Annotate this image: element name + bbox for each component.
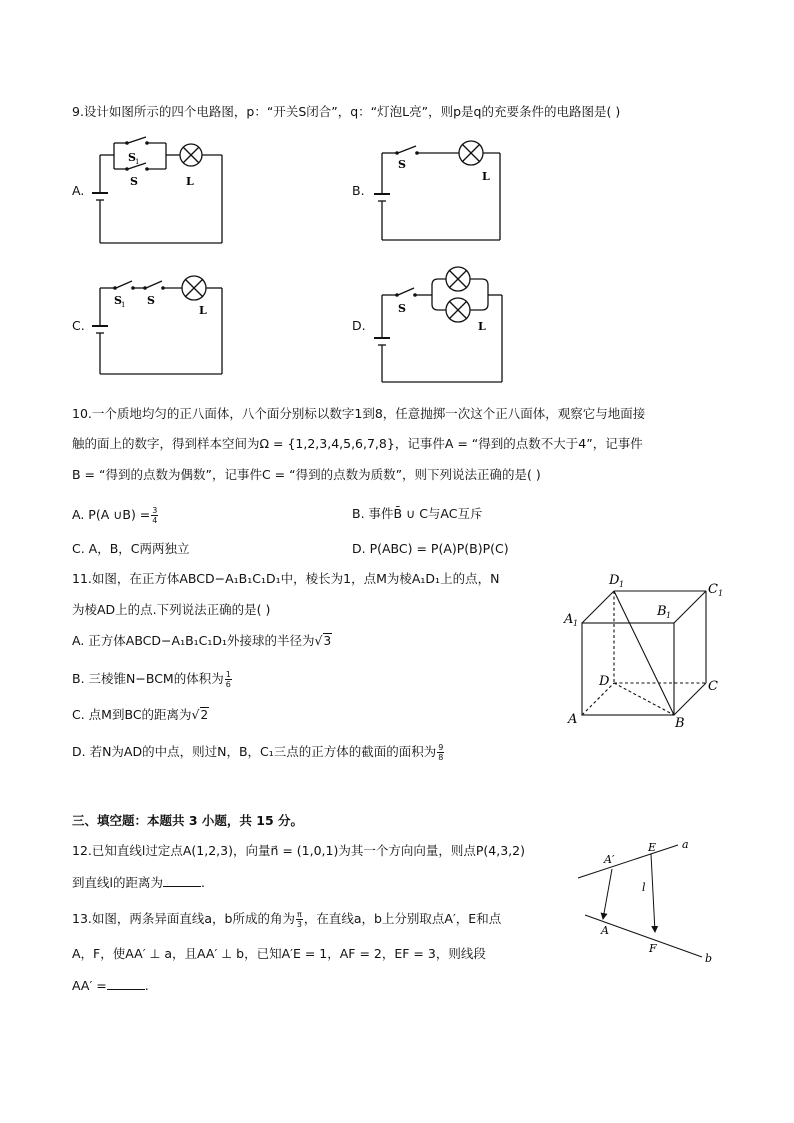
numerator: 1: [225, 670, 231, 679]
circuit-b-diagram: [374, 140, 509, 245]
vertex-d-label: D: [599, 674, 610, 689]
q11-option-b-text: B. 三棱锥N−BCM的体积为: [72, 671, 224, 686]
denominator: 6: [225, 680, 231, 689]
vertex-a1-subscript: 1: [573, 619, 579, 628]
q10-option-a-text: A. P(A ∪B) =: [72, 507, 151, 522]
vertex-c-label: C: [708, 679, 718, 694]
switch-s1-subscript: 1: [135, 158, 140, 166]
q13-line3-text: AA′ =: [72, 978, 107, 993]
numerator: π: [296, 910, 302, 919]
q11-option-d: [72, 743, 445, 762]
q13-line2: A，F，使AA′ ⊥ a，且AA′ ⊥ b，已知A′E = 1，AF = 2，EF = 3，则线段: [72, 946, 486, 961]
cube-figure: [562, 568, 732, 733]
q11-option-d-text: D. 若N为AD的中点，则过N，B，C₁三点的正方体的截面的面积为: [72, 744, 437, 759]
switch-s-label: S: [398, 302, 406, 315]
q12-line2-end: .: [200, 875, 205, 890]
switch-s-label: S: [130, 175, 138, 188]
numerator: 9: [438, 743, 444, 752]
switch-s-label: S: [147, 294, 155, 307]
lamp-l-label: L: [482, 170, 490, 183]
circuit-c-diagram: [92, 274, 232, 380]
q13-line1-text-end: ，在直线a，b上分别取点A′，E和点: [303, 911, 502, 926]
fraction: [296, 910, 303, 929]
radicand: 3: [323, 634, 332, 648]
switch-s1-label: S: [114, 294, 122, 307]
vertex-a1-label: A: [564, 612, 574, 627]
vertex-b1-subscript: 1: [666, 611, 672, 620]
q11-option-a: A. 正方体ABCD−A₁B₁C₁D₁外接球的半径为√3: [72, 633, 332, 648]
q12-line1: 12.已知直线l过定点A(1,2,3)，向量n⃗ = (1,0,1)为其一个方向向量，则点P(4,3,2): [72, 843, 525, 858]
q9-stem: 9.设计如图所示的四个电路图，p：“开关S闭合”，q：“灯泡L亮”，则p是q的充要条件的电路图是( ): [72, 104, 621, 119]
q10-line1: 10.一个质地均匀的正八面体，八个面分别标以数字1到8，任意抛掷一次这个正八面体，观察它与地面接: [72, 406, 646, 421]
q9-option-d-label: D.: [352, 318, 366, 333]
q11-option-b: [72, 670, 233, 689]
q12-line2: [72, 874, 205, 891]
vertex-b1-label: B: [657, 604, 667, 619]
switch-s-label: S: [398, 158, 406, 171]
q11-line2: 为棱AD上的点.下列说法正确的是( ): [72, 602, 271, 617]
fraction: [437, 743, 444, 762]
radicand: 2: [200, 708, 209, 722]
q10-option-b: B. 事件B̄ ∪ C与AC互斥: [352, 506, 483, 521]
q13-line1: [72, 910, 501, 929]
q10-option-a: [72, 506, 159, 525]
fraction: [151, 506, 158, 525]
section-3-title: 三、填空题：本题共 3 小题，共 15 分。: [72, 813, 304, 828]
q10-line2: 触的面上的数字，得到样本空间为Ω = {1,2,3,4,5,6,7,8}，记事件A = “得到的点数不大于4”，记事件: [72, 436, 643, 451]
denominator: 4: [152, 516, 158, 525]
q11-option-c: C. 点M到BC的距离为√2: [72, 707, 209, 722]
q10-option-d: D. P(ABC) = P(A)P(B)P(C): [352, 541, 509, 556]
point-f-label: F: [649, 942, 657, 955]
circuit-a-diagram: [92, 135, 232, 250]
answer-blank: [163, 874, 201, 887]
vertex-d1-subscript: 1: [619, 580, 625, 589]
denominator: 8: [438, 753, 444, 762]
point-a-label: A: [601, 924, 609, 937]
q9-option-c-label: C.: [72, 318, 85, 333]
q10-option-c: C. A，B，C两两独立: [72, 541, 190, 556]
q9-option-a-label: A.: [72, 183, 85, 198]
q12-line2-text: 到直线l的距离为: [72, 875, 163, 890]
point-a-prime-label: A′: [604, 853, 615, 866]
q11-option-a-text: A. 正方体ABCD−A₁B₁C₁D₁外接球的半径为: [72, 633, 315, 648]
q11-option-c-text: C. 点M到BC的距离为: [72, 707, 192, 722]
fraction: [225, 670, 232, 689]
vertex-d1-label: D: [609, 573, 620, 588]
lamp-l-label: L: [478, 320, 486, 333]
line-l-label: l: [642, 881, 646, 894]
point-e-label: E: [648, 841, 657, 854]
q11-line1: 11.如图，在正方体ABCD−A₁B₁C₁D₁中，棱长为1，点M为棱A₁D₁上的点，N: [72, 571, 500, 586]
q13-line1-text: 13.如图，两条异面直线a，b所成的角为: [72, 911, 295, 926]
denominator: 3: [296, 920, 302, 929]
line-a-label: a: [682, 838, 689, 851]
line-b-label: b: [705, 952, 713, 965]
q13-line3: [72, 977, 149, 994]
lamp-l-label: L: [199, 304, 207, 317]
circuit-d-diagram: [374, 266, 509, 386]
skew-lines-figure: [575, 838, 725, 968]
vertex-c1-subscript: 1: [718, 589, 724, 598]
vertex-a-label: A: [568, 712, 578, 727]
lamp-l-label: L: [186, 175, 194, 188]
q9-option-b-label: B.: [352, 183, 365, 198]
vertex-c1-label: C: [708, 582, 718, 597]
numerator: 3: [152, 506, 158, 515]
answer-blank: [107, 977, 145, 990]
q13-line3-end: .: [144, 978, 149, 993]
vertex-b-label: B: [675, 716, 685, 731]
q10-line3: B = “得到的点数为偶数”，记事件C = “得到的点数为质数”，则下列说法正确的是( ): [72, 467, 541, 482]
switch-s1-label: S: [128, 151, 136, 164]
switch-s1-subscript: 1: [121, 301, 126, 309]
